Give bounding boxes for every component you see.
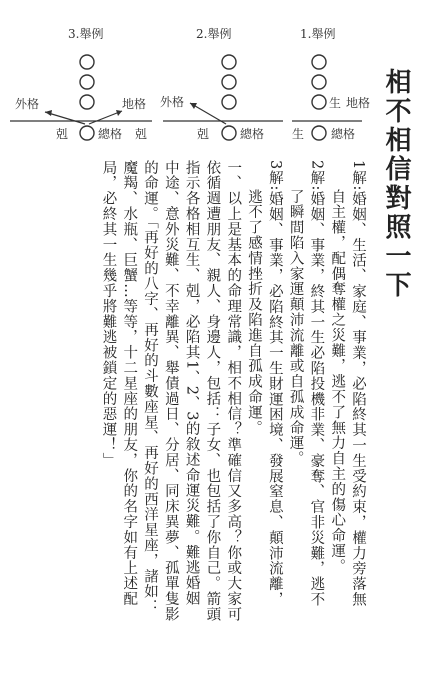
text-line: 中途、意外災難、不幸離異、舉債過日、分居、同床異夢、孤單隻影	[162, 160, 179, 622]
grid-circle	[80, 55, 94, 69]
total-grid-label: 總格	[331, 127, 356, 141]
arrowhead-icon	[45, 110, 52, 116]
example-2-label: 2.舉例	[196, 27, 232, 41]
text-line: 指示各格相互生、剋，必陷其1、2、3的敘述命運災難。難逃婚姻	[183, 160, 200, 607]
grid-circle	[312, 126, 326, 140]
earth-grid-label: 地格	[346, 96, 371, 110]
explanation-2	[285, 160, 327, 668]
example-3	[10, 26, 152, 141]
text-line: 3解:婚姻、事業，必陷終其一生財運困境、發展窒息、顛沛流離，	[266, 160, 283, 608]
text-line: 1解:婚姻、生活、家庭、事業，必陷終其一生受約束，權力旁落無	[350, 160, 366, 608]
explanation-lead: 3解:	[266, 160, 283, 192]
outer-grid-label: 外格	[15, 97, 40, 111]
earth-grid-label: 地格	[122, 97, 147, 111]
bottom-left-label: 生	[292, 127, 305, 141]
circle-sheng-label: 生	[329, 96, 342, 110]
grid-circle	[312, 75, 326, 89]
explanation-lead: 2解:	[308, 160, 325, 192]
explanation-1	[326, 160, 368, 668]
text-line: 局，必終其一生幾乎將難逃被鎖定的惡運！」	[100, 160, 117, 468]
text-line: 自主權，配偶奪權之災難，逃不了無力自主的傷心命運。	[329, 189, 346, 574]
grid-circle	[80, 95, 94, 109]
grid-circle	[222, 95, 236, 109]
name-grid-diagram	[0, 0, 425, 160]
grid-circle	[312, 95, 326, 109]
grid-circle	[222, 75, 236, 89]
example-1	[292, 26, 370, 141]
grid-circle	[80, 126, 94, 140]
article-title: 相不相信對照一下	[381, 68, 411, 300]
explanation-lead: 1解:	[350, 160, 366, 192]
article-body	[45, 160, 368, 668]
example-1-label: 1.舉例	[300, 27, 336, 41]
text-line: 魔羯、水瓶、巨蟹…等等，十二星座的朋友，你的名字如有上述配	[121, 160, 138, 607]
grid-circle	[80, 75, 94, 89]
total-grid-label: 總格	[98, 127, 123, 141]
example-2	[160, 26, 283, 141]
text-line: 的命運。「再好的八字、再好的斗數座星、再好的西洋星座，諸如：	[142, 160, 159, 615]
text-line: 一、以上是基本的命理常識，相不相信？準確信又多高？你或大家可	[225, 160, 242, 622]
grid-circle	[312, 55, 326, 69]
text-line: 依循週遭朋友、親人、身邊人，包括：子女、也包括了你自己。箭頭	[204, 160, 221, 622]
text-line: 2解:婚姻、事業，終其一生必陷投機非業、豪奪、官非災難，逃不	[308, 160, 325, 608]
bottom-left-label: 剋	[197, 127, 210, 141]
bottom-left-label: 剋	[56, 127, 69, 141]
grid-circle	[222, 126, 236, 140]
grid-circle	[222, 55, 236, 69]
total-grid-label: 總格	[240, 127, 265, 141]
example-3-label: 3.舉例	[68, 27, 104, 41]
outer-grid-label: 外格	[160, 95, 185, 109]
bottom-right-label: 剋	[135, 127, 148, 141]
text-line: 了瞬間陷入家運顛沛流離或自孤成命運。	[287, 189, 304, 467]
summary-paragraph	[98, 160, 244, 668]
text-line: 逃不了感情挫折及陷進自孤成命運。	[246, 189, 263, 436]
explanation-3	[243, 160, 285, 668]
